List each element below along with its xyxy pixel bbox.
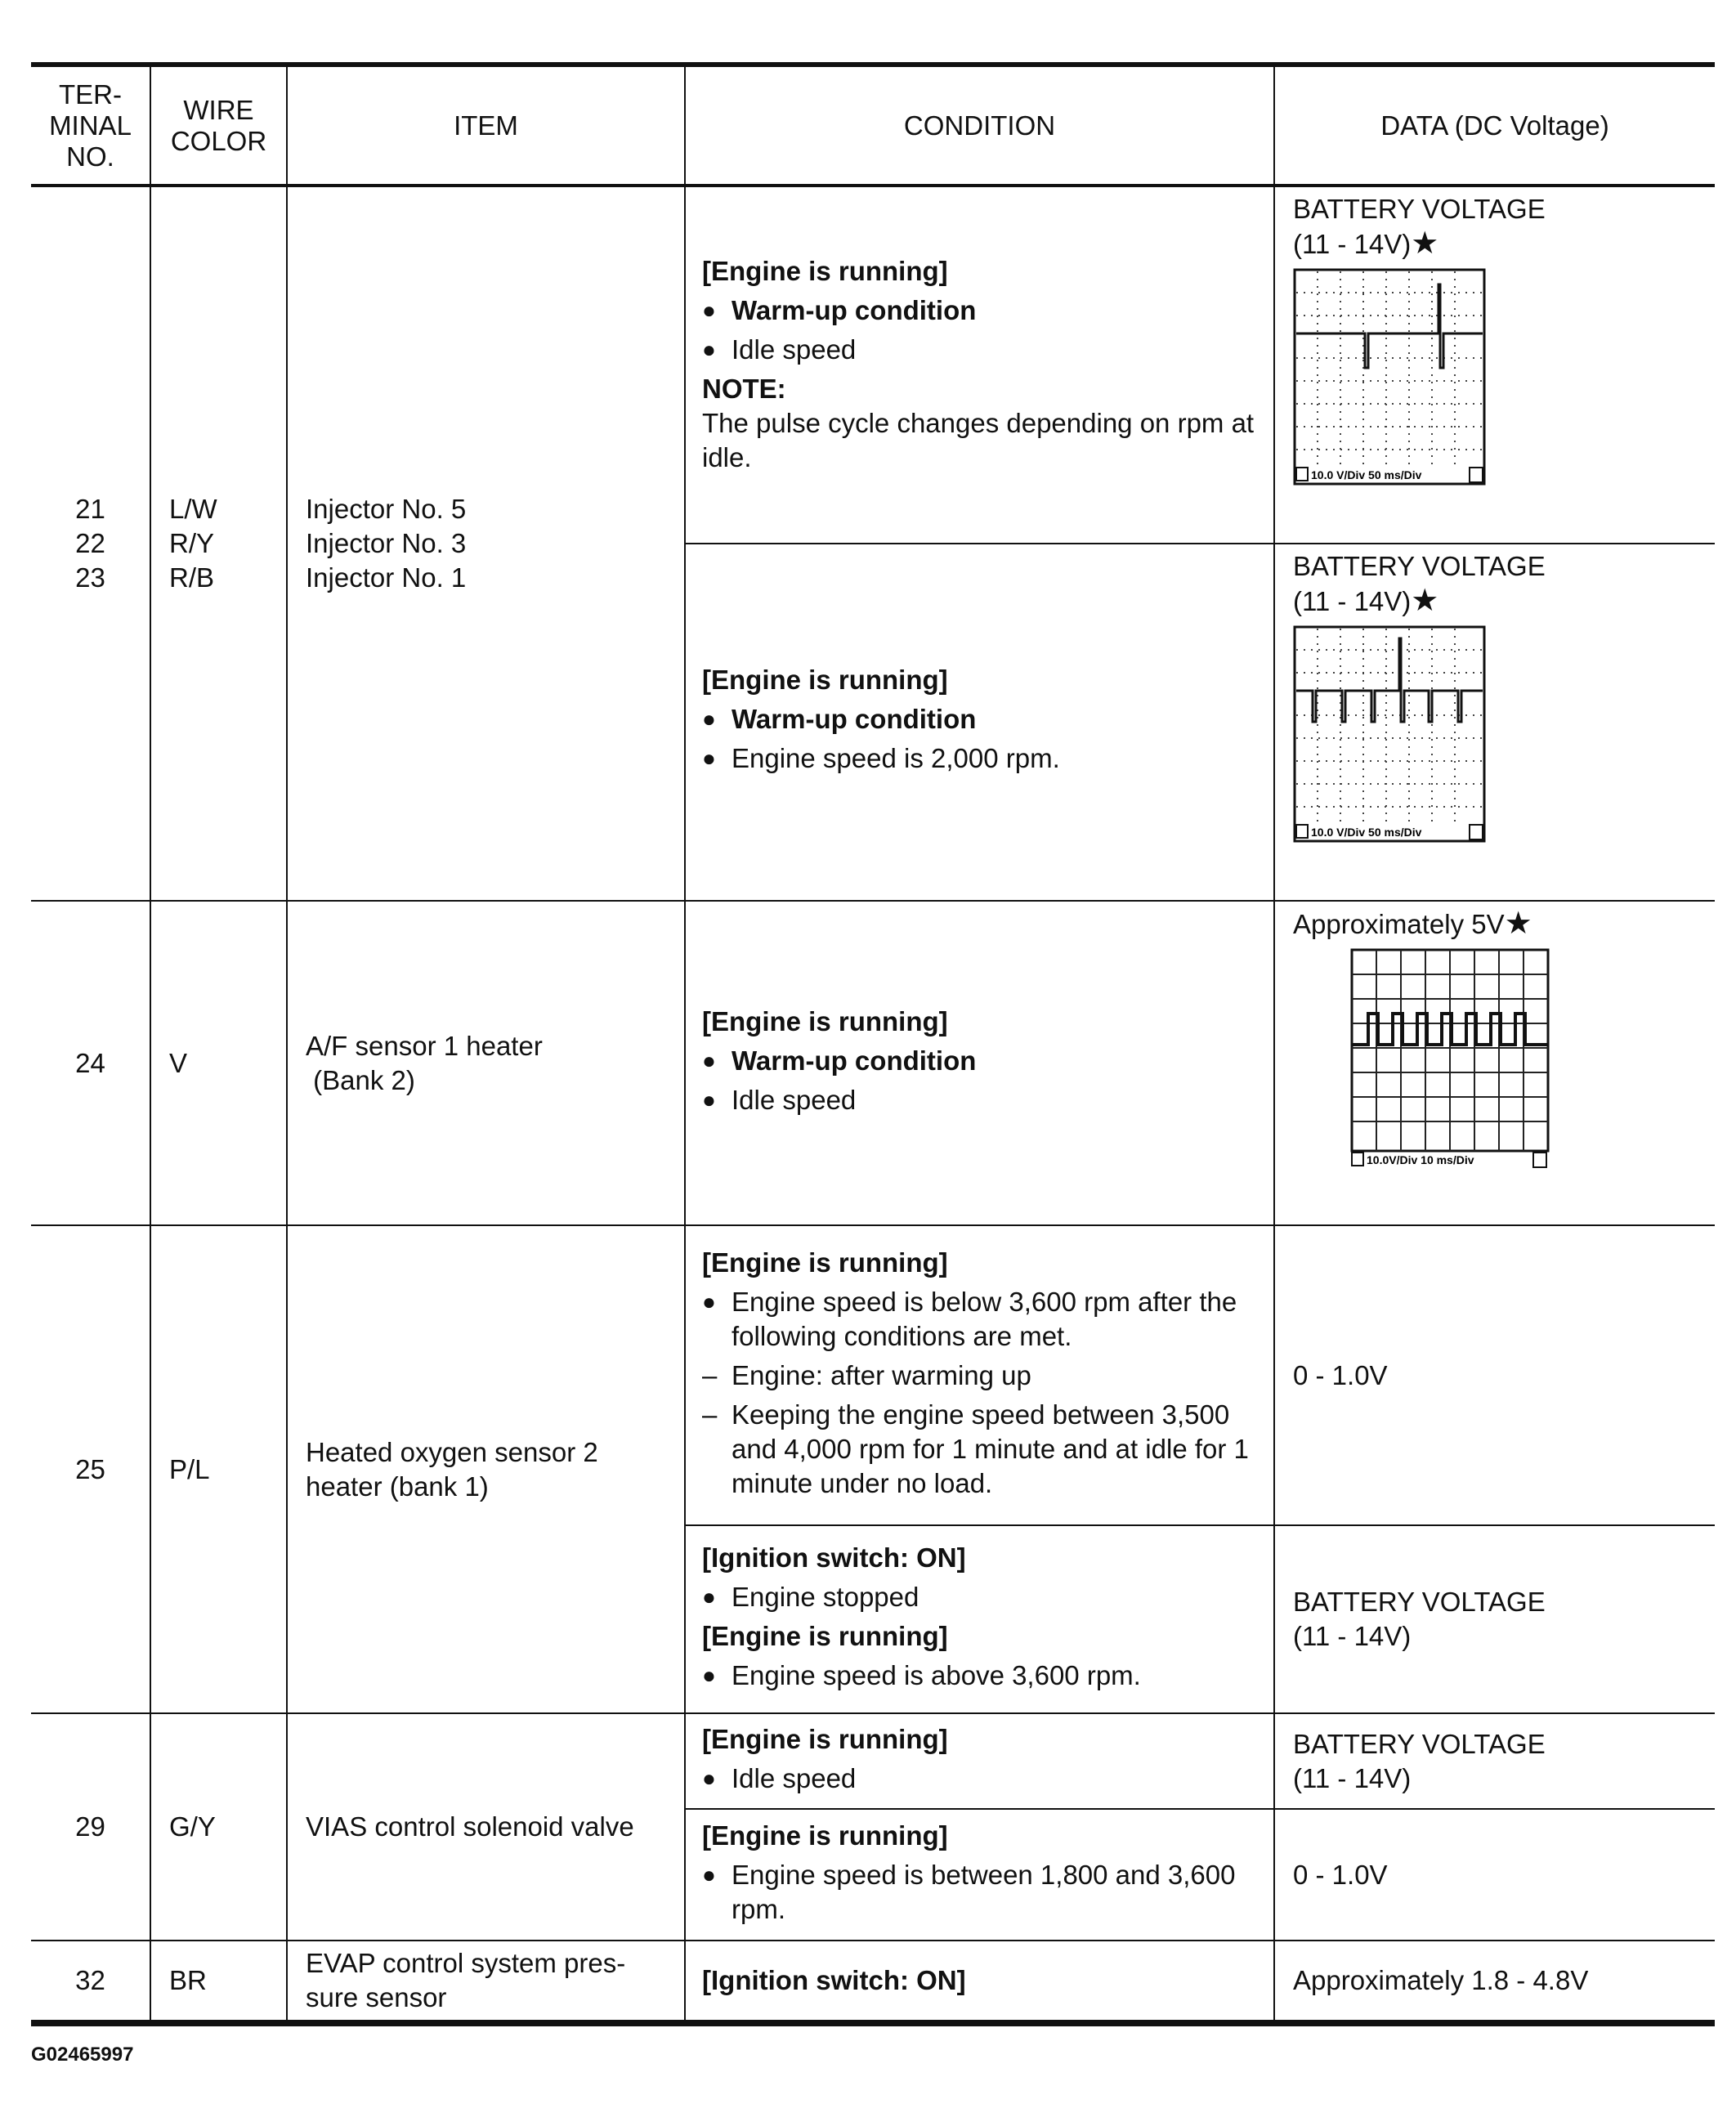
- bullet-icon: ●: [702, 298, 716, 324]
- oscilloscope-waveform-af-heater: [1350, 948, 1563, 1169]
- terminal-cell-32: 32: [31, 1941, 150, 2023]
- bullet-icon: ●: [702, 1047, 716, 1073]
- bullet-icon: ●: [702, 706, 716, 732]
- data-cell-29b: 0 - 1.0V: [1274, 1809, 1715, 1941]
- condition-heading: [Engine is running]: [702, 1723, 948, 1754]
- star-icon: ★: [1411, 583, 1439, 618]
- data-text: BATTERY VOLTAGE: [1293, 194, 1546, 224]
- item-injectors: Injector No. 5 Injector No. 3 Injector No. 1: [306, 494, 467, 593]
- scope-scale-label: 10.0V/Div 10 ms/Div: [1367, 1153, 1474, 1167]
- condition-cell-29b: [685, 1809, 1274, 1941]
- data-cell-25a: 0 - 1.0V: [1274, 1225, 1715, 1525]
- figure-id: G02465997: [31, 2044, 134, 2066]
- oscilloscope-waveform-injector-idle: [1293, 268, 1489, 489]
- dash-icon: –: [702, 1399, 718, 1430]
- condition-bullet: Engine speed is above 3,600 rpm.: [732, 1660, 1141, 1691]
- header-data: DATA (DC Voltage): [1274, 65, 1715, 186]
- condition-bullet: Engine stopped: [732, 1582, 919, 1613]
- bullet-icon: ●: [702, 337, 716, 363]
- header-item: ITEM: [287, 65, 685, 186]
- item-ho2s2-heater: Heated oxygen sensor 2 heater (bank 1): [306, 1436, 598, 1502]
- wire-cell-25: P/L: [150, 1225, 287, 1712]
- condition-bullet: Engine speed is below 3,600 rpm after the following conditions are met.: [732, 1286, 1237, 1351]
- data-text: BATTERY VOLTAGE (11 - 14V): [1293, 1728, 1546, 1793]
- condition-heading: [Engine is running]: [702, 1621, 948, 1652]
- item-cell-injectors: [287, 186, 685, 901]
- bullet-icon: ●: [702, 1663, 716, 1689]
- condition-bullet: Idle speed: [732, 1762, 857, 1793]
- data-cell-25b: [1274, 1525, 1715, 1712]
- star-icon: ★: [1411, 226, 1439, 261]
- bullet-icon: ●: [702, 1288, 716, 1314]
- header-wire-color: [150, 65, 287, 186]
- data-range: (11 - 14V): [1293, 229, 1412, 259]
- data-text: BATTERY VOLTAGE: [1293, 550, 1546, 581]
- bullet-icon: ●: [702, 1086, 716, 1112]
- condition-heading: [Engine is running]: [702, 1005, 948, 1036]
- data-cell-24: [1274, 901, 1715, 1225]
- wire-cell-21-23: [150, 186, 287, 901]
- condition-cell-25b: [685, 1525, 1274, 1712]
- note-text: The pulse cycle changes depending on rpm at idle.: [702, 408, 1255, 473]
- ecm-terminal-table: [31, 62, 1715, 2026]
- wire-cell-29: G/Y: [150, 1713, 287, 1941]
- condition-bullet: Warm-up condition: [732, 704, 977, 735]
- data-cell-32: Approximately 1.8 - 4.8V: [1274, 1941, 1715, 2023]
- data-text: Approximately 5V: [1293, 909, 1505, 940]
- bullet-icon: ●: [702, 745, 716, 772]
- terminal-cell-21-23: [31, 186, 150, 901]
- condition-cell-25a: [685, 1225, 1274, 1525]
- condition-cell-injector-2000rpm: [685, 544, 1274, 902]
- condition-heading: [Engine is running]: [702, 665, 948, 696]
- bullet-icon: ●: [702, 1584, 716, 1610]
- condition-bullet: Idle speed: [732, 1084, 857, 1115]
- condition-cell-29a: [685, 1713, 1274, 1810]
- condition-heading: [Ignition switch: ON]: [702, 1542, 966, 1574]
- condition-heading: [Engine is running]: [702, 1247, 948, 1278]
- terminal-numbers: 21 22 23: [75, 494, 105, 593]
- data-cell-injector-idle: [1274, 186, 1715, 544]
- header-wire-text: WIRE COLOR: [170, 94, 267, 156]
- dash-icon: –: [702, 1359, 718, 1390]
- item-evap-pressure-sensor: EVAP control system pres- sure sensor: [306, 1948, 626, 2013]
- condition-bullet: Idle speed: [732, 334, 857, 365]
- condition-bullet: Engine speed is 2,000 rpm.: [732, 743, 1060, 774]
- condition-cell-24: [685, 901, 1274, 1225]
- star-icon: ★: [1504, 907, 1532, 942]
- wire-cell-24: V: [150, 901, 287, 1225]
- condition-bullet: Warm-up condition: [732, 295, 977, 326]
- condition-sub-item: Engine: after warming up: [732, 1359, 1031, 1390]
- item-cell-32: [287, 1941, 685, 2023]
- bullet-icon: ●: [702, 1765, 716, 1791]
- wire-colors: L/W R/Y R/B: [169, 494, 217, 593]
- item-cell-29: VIAS control solenoid valve: [287, 1713, 685, 1941]
- condition-cell-32: [Ignition switch: ON]: [685, 1941, 1274, 2023]
- data-cell-29a: [1274, 1713, 1715, 1810]
- condition-heading: [Engine is running]: [702, 1820, 948, 1851]
- item-cell-24: [287, 901, 685, 1225]
- condition-sub-item: Keeping the engine speed between 3,500 and 4,000 rpm for 1 minute and at idle for 1 minute under no load.: [732, 1399, 1249, 1498]
- bullet-icon: ●: [702, 1861, 716, 1887]
- note-label: NOTE:: [702, 374, 786, 405]
- data-range: (11 - 14V): [1293, 585, 1412, 616]
- wire-cell-32: BR: [150, 1941, 287, 2023]
- data-text: BATTERY VOLTAGE (11 - 14V): [1293, 1587, 1546, 1652]
- data-cell-injector-2000rpm: [1274, 544, 1715, 902]
- item-cell-25: [287, 1225, 685, 1712]
- scope-scale-label: 10.0 V/Div 50 ms/Div: [1311, 825, 1422, 839]
- condition-cell-injector-idle: [685, 186, 1274, 544]
- terminal-cell-29: 29: [31, 1713, 150, 1941]
- header-terminal: [31, 65, 150, 186]
- condition-heading: [Engine is running]: [702, 256, 948, 287]
- oscilloscope-waveform-injector-2000rpm: [1293, 625, 1489, 846]
- terminal-cell-24: 24: [31, 901, 150, 1225]
- item-af-sensor-heater: A/F sensor 1 heater (Bank 2): [306, 1030, 543, 1095]
- condition-bullet: Engine speed is between 1,800 and 3,600 rpm.: [732, 1859, 1236, 1924]
- terminal-cell-25: 25: [31, 1225, 150, 1712]
- header-terminal-text: TER- MINAL NO.: [49, 78, 132, 172]
- condition-bullet: Warm-up condition: [732, 1045, 977, 1076]
- scope-scale-label: 10.0 V/Div 50 ms/Div: [1311, 468, 1422, 481]
- header-condition: CONDITION: [685, 65, 1274, 186]
